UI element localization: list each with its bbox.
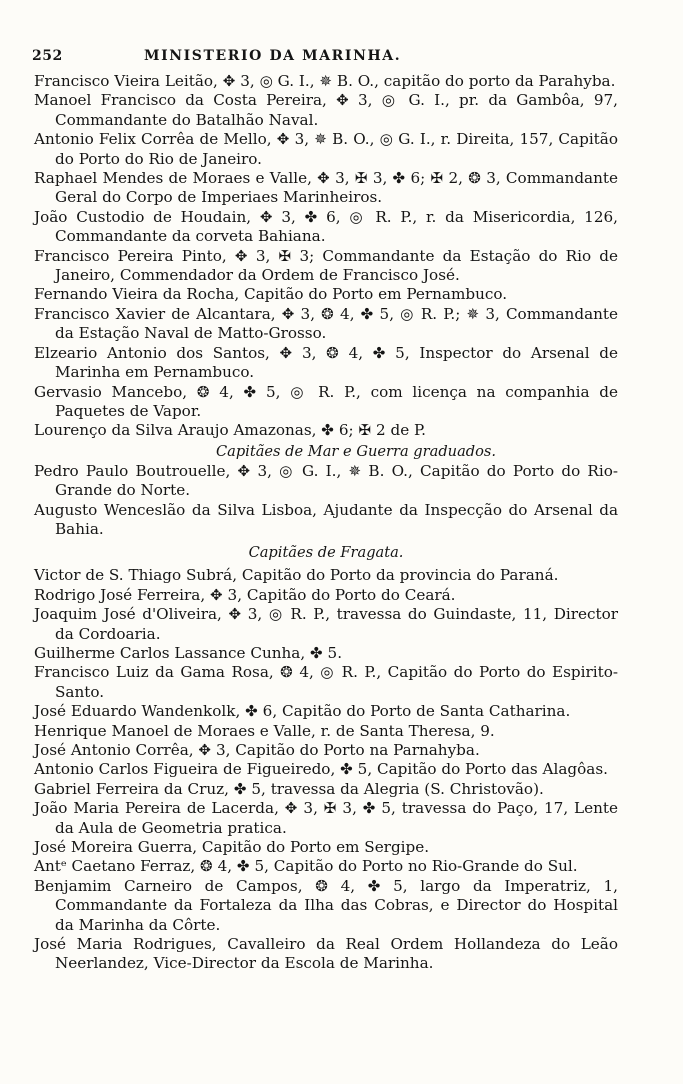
list-item: Henrique Manoel de Moraes e Valle, r. de Santa Theresa, 9. [34,721,495,740]
section-heading-frigate-captains: Capitães de Fragata. [248,544,404,562]
list-item: Antonio Felix Corrêa de Mello, ✥ 3, ✵ B. O., ◎ G. I., r. Direita, 157, Capitão do Porto do Rio de Janeiro. [34,130,618,168]
list-item: Francisco Pereira Pinto, ✥ 3, ✠ 3; Commandante da Estação do Rio de Janeiro, Commendador da Ordem de Francisco José. [34,246,618,285]
list-item: Augusto Wenceslão da Silva Lisboa, Ajudante da Inspecção do Arsenal da Bahia. [34,500,618,538]
list-item: Guilherme Carlos Lassance Cunha, ✤ 5. [34,643,343,662]
list-item: Elzeario Antonio dos Santos, ✥ 3, ❂ 4, ✤ 5, Inspector do Arsenal de Marinha em Pernambuco. [34,343,618,382]
list-item: Manoel Francisco da Costa Pereira, ✥ 3, ◎ G. I., pr. da Gambôa, 97, Commandante do Batalhão Naval. [34,91,618,129]
list-item: Raphael Mendes de Moraes e Valle, ✥ 3, ✠ 3, ✤ 6; ✠ 2, ❂ 3, Commandante Geral do Corpo de Imperiaes Marinheiros. [34,169,618,207]
list-item: Fernando Vieira da Rocha, Capitão do Porto em Pernambuco. [34,285,508,304]
list-item: João Custodio de Houdain, ✥ 3, ✤ 6, ◎ R. P., r. da Misericordia, 126, Commandante da corveta Bahiana. [34,207,618,246]
list-item: Benjamim Carneiro de Campos, ❂ 4, ✤ 5, largo da Imperatriz, 1, Commandante da Fortaleza da Ilha das Cobras, e Director do Hospital da Marinha da Côrte. [34,876,618,934]
list-item: José Antonio Corrêa, ✥ 3, Capitão do Porto na Parnahyba. [34,741,480,759]
list-item: José Eduardo Wandenkolk, ✤ 6, Capitão do Porto de Santa Catharina. [34,702,571,721]
running-title: MINISTERIO DA MARINHA. [144,48,402,64]
page-number: 252 [32,48,63,64]
list-item: Francisco Xavier de Alcantara, ✥ 3, ❂ 4, ✤ 5, ◎ R. P.; ✵ 3, Commandante da Estação Naval de Matto-Grosso. [34,304,618,343]
list-item: Pedro Paulo Boutrouelle, ✥ 3, ◎ G. I., ✵ B. O., Capitão do Porto do Rio-Grande do Norte. [34,461,618,500]
list-item: Antonio Carlos Figueira de Figueiredo, ✤ 5, Capitão do Porto das Alagôas. [34,760,608,779]
list-item: José Maria Rodrigues, Cavalleiro da Real Ordem Hollandeza do Leão Neerlandez, Vice-Director da Escola de Marinha. [34,935,618,973]
list-item: Lourenço da Silva Araujo Amazonas, ✤ 6; ✠ 2 de P. [34,421,427,440]
list-item: Francisco Vieira Leitão, ✥ 3, ◎ G. I., ✵ B. O., capitão do porto da Parahyba. [34,72,616,90]
list-item: Gabriel Ferreira da Cruz, ✤ 5, travessa da Alegria (S. Christovão). [34,779,544,798]
page-header [32,46,462,68]
list-item: Victor de S. Thiago Subrá, Capitão do Porto da provincia do Paraná. [34,566,559,585]
list-item: Rodrigo José Ferreira, ✥ 3, Capitão do Porto do Ceará. [34,585,456,604]
list-item: José Moreira Guerra, Capitão do Porto em Sergipe. [34,838,430,857]
section-heading-captains-sea-war: Capitães de Mar e Guerra graduados. [215,442,497,460]
page-body [34,72,618,974]
list-item: Francisco Luiz da Gama Rosa, ❂ 4, ◎ R. P., Capitão do Porto do Espirito-Santo. [34,663,618,701]
list-item: Gervasio Mancebo, ❂ 4, ✤ 5, ◎ R. P., com licença na companhia de Paquetes de Vapor. [34,382,618,420]
list-item: Joaquim José d'Oliveira, ✥ 3, ◎ R. P., travessa do Guindaste, 11, Director da Cordoaria. [34,605,618,643]
list-item: Antᵉ Caetano Ferraz, ❂ 4, ✤ 5, Capitão do Porto no Rio-Grande do Sul. [34,857,578,876]
list-item: João Maria Pereira de Lacerda, ✥ 3, ✠ 3, ✤ 5, travessa do Paço, 17, Lente da Aula de Geometria pratica. [34,799,618,837]
